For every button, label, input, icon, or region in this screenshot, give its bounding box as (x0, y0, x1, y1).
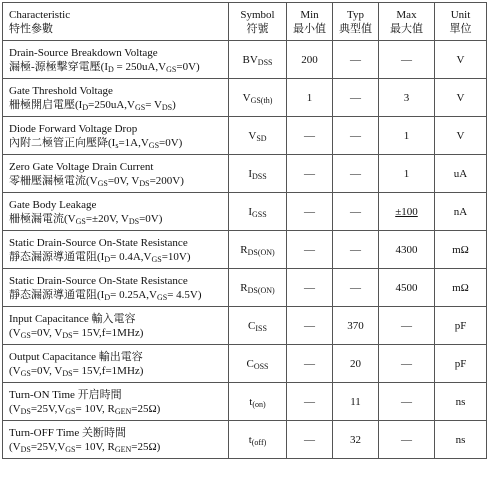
characteristic-en: Turn-OFF Time 关断時間 (9, 426, 126, 439)
symbol-cell: $t_{(on)}$ (229, 383, 287, 421)
max-cell: 3 (379, 79, 435, 117)
characteristic-cell (3, 269, 229, 307)
symbol-cell: $V_{SD}$ (229, 117, 287, 155)
characteristic-en: Diode Forward Voltage Drop (9, 122, 138, 135)
table-row (3, 345, 487, 383)
symbol-cell: $C_{OSS}$ (229, 345, 287, 383)
header-symbol-en: Symbol (240, 8, 275, 21)
max-cell: ±100 (379, 193, 435, 231)
header-unit-zh: 單位 (449, 22, 472, 35)
symbol-cell: $C_{ISS}$ (229, 307, 287, 345)
typ-cell: 32 (333, 421, 379, 459)
typ-cell: — (333, 231, 379, 269)
characteristic-cell (3, 231, 229, 269)
min-cell: — (287, 231, 333, 269)
unit-cell: nA (435, 193, 487, 231)
characteristic-zh: ($V_{DS}=25V,V_{GS}= 10V$, $R_{GEN}=25\Omega$) (9, 440, 161, 454)
typ-cell: — (333, 117, 379, 155)
characteristic-en: Static Drain-Source On-State Resistance (9, 236, 188, 249)
min-cell: — (287, 383, 333, 421)
min-cell: — (287, 307, 333, 345)
characteristic-cell (3, 383, 229, 421)
header-row (3, 3, 487, 41)
characteristic-en: Input Capacitance 輸入電容 (9, 312, 136, 325)
characteristic-cell (3, 79, 229, 117)
characteristic-zh: ($V_{GS}=0V$, $V_{DS}= 15V,f=1MHz$) (9, 364, 144, 378)
characteristic-en: Output Capacitance 輸出電容 (9, 350, 143, 363)
min-cell: — (287, 193, 333, 231)
characteristic-cell (3, 307, 229, 345)
typ-cell: 370 (333, 307, 379, 345)
unit-cell: ns (435, 421, 487, 459)
characteristic-en: Gate Body Leakage (9, 198, 97, 211)
unit-cell: V (435, 41, 487, 79)
max-cell: — (379, 307, 435, 345)
typ-cell: 20 (333, 345, 379, 383)
characteristic-zh: 柵極開启電壓$(I_D=250uA,V_{GS}= V_{DS})$ (9, 98, 176, 112)
characteristic-zh: 內附二極管正向壓降$(I_s=1A,V_{GS}=0V)$ (9, 136, 183, 150)
characteristic-zh: ($V_{GS}=0V$, $V_{DS}= 15V,f=1MHz$) (9, 326, 144, 340)
table-row (3, 155, 487, 193)
symbol-cell: $t_{(off)}$ (229, 421, 287, 459)
max-cell: — (379, 383, 435, 421)
typ-cell: — (333, 79, 379, 117)
unit-cell: mΩ (435, 231, 487, 269)
max-cell: 4300 (379, 231, 435, 269)
typ-cell: — (333, 41, 379, 79)
characteristic-en: Turn-ON Time 开启時間 (9, 388, 122, 401)
header-unit-en: Unit (450, 8, 471, 21)
characteristic-cell (3, 41, 229, 79)
electrical-characteristics-table (2, 2, 487, 459)
characteristic-cell (3, 117, 229, 155)
max-cell: — (379, 41, 435, 79)
max-cell: — (379, 421, 435, 459)
unit-cell: pF (435, 307, 487, 345)
typ-cell: 11 (333, 383, 379, 421)
header-max-zh: 最大值 (390, 22, 423, 35)
min-cell: — (287, 269, 333, 307)
min-cell: — (287, 421, 333, 459)
header-unit (435, 3, 487, 41)
max-cell: — (379, 345, 435, 383)
max-cell: 1 (379, 155, 435, 193)
table-row (3, 421, 487, 459)
table-row (3, 383, 487, 421)
characteristic-cell (3, 155, 229, 193)
unit-cell: V (435, 117, 487, 155)
symbol-cell: $R_{DS(ON)}$ (229, 269, 287, 307)
symbol-cell: $R_{DS(ON)}$ (229, 231, 287, 269)
characteristic-en: Zero Gate Voltage Drain Current (9, 160, 154, 173)
header-characteristic-zh: 特性參數 (9, 22, 53, 35)
header-symbol (229, 3, 287, 41)
unit-cell: V (435, 79, 487, 117)
symbol-cell: $BV_{DSS}$ (229, 41, 287, 79)
header-typ (333, 3, 379, 41)
min-cell: — (287, 117, 333, 155)
typ-cell: — (333, 193, 379, 231)
header-max-en: Max (396, 8, 417, 21)
table-row (3, 307, 487, 345)
max-cell: 1 (379, 117, 435, 155)
characteristic-en: Drain-Source Breakdown Voltage (9, 46, 158, 59)
max-cell: 4500 (379, 269, 435, 307)
table-row (3, 117, 487, 155)
characteristic-zh: ($V_{DS}=25V,V_{GS}= 10V$, $R_{GEN}=25\Omega$) (9, 402, 161, 416)
characteristic-cell (3, 345, 229, 383)
typ-cell: — (333, 155, 379, 193)
characteristic-zh: 柵極漏電流($V_{GS}=\pm 20V$, $V_{DS}=0V$) (9, 212, 163, 226)
characteristic-cell (3, 193, 229, 231)
unit-cell: pF (435, 345, 487, 383)
min-cell: 1 (287, 79, 333, 117)
table-row (3, 231, 487, 269)
header-min (287, 3, 333, 41)
min-cell: — (287, 345, 333, 383)
unit-cell: ns (435, 383, 487, 421)
table-row (3, 193, 487, 231)
table-row (3, 79, 487, 117)
symbol-cell: $I_{GSS}$ (229, 193, 287, 231)
header-min-zh: 最小值 (293, 22, 326, 35)
characteristic-en: Gate Threshold Voltage (9, 84, 113, 97)
table-row (3, 269, 487, 307)
symbol-cell: $I_{DSS}$ (229, 155, 287, 193)
header-min-en: Min (300, 8, 319, 21)
characteristic-zh: 漏極-源極擊穿電壓$(I_D = 250uA,V_{GS}=0V)$ (9, 60, 200, 74)
header-symbol-zh: 符號 (246, 22, 269, 35)
characteristic-zh: 靜态漏源導通電阻$(I_D= 0.4A,V_{GS}=10V)$ (9, 250, 191, 264)
table-row (3, 41, 487, 79)
characteristic-zh: 靜态漏源導通電阻$(I_D= 0.25A,V_{GS}= 4.5V)$ (9, 288, 202, 302)
header-characteristic (3, 3, 229, 41)
unit-cell: mΩ (435, 269, 487, 307)
header-typ-zh: 典型值 (339, 22, 372, 35)
header-max (379, 3, 435, 41)
min-cell: 200 (287, 41, 333, 79)
min-cell: — (287, 155, 333, 193)
unit-cell: uA (435, 155, 487, 193)
characteristic-cell (3, 421, 229, 459)
typ-cell: — (333, 269, 379, 307)
header-characteristic-en: Characteristic (9, 8, 71, 21)
characteristic-zh: 零柵壓漏極電流($V_{GS}=0V$, $V_{DS}=200V$) (9, 174, 184, 188)
header-typ-en: Typ (347, 8, 364, 21)
symbol-cell: $V_{GS(th)}$ (229, 79, 287, 117)
characteristic-en: Static Drain-Source On-State Resistance (9, 274, 188, 287)
